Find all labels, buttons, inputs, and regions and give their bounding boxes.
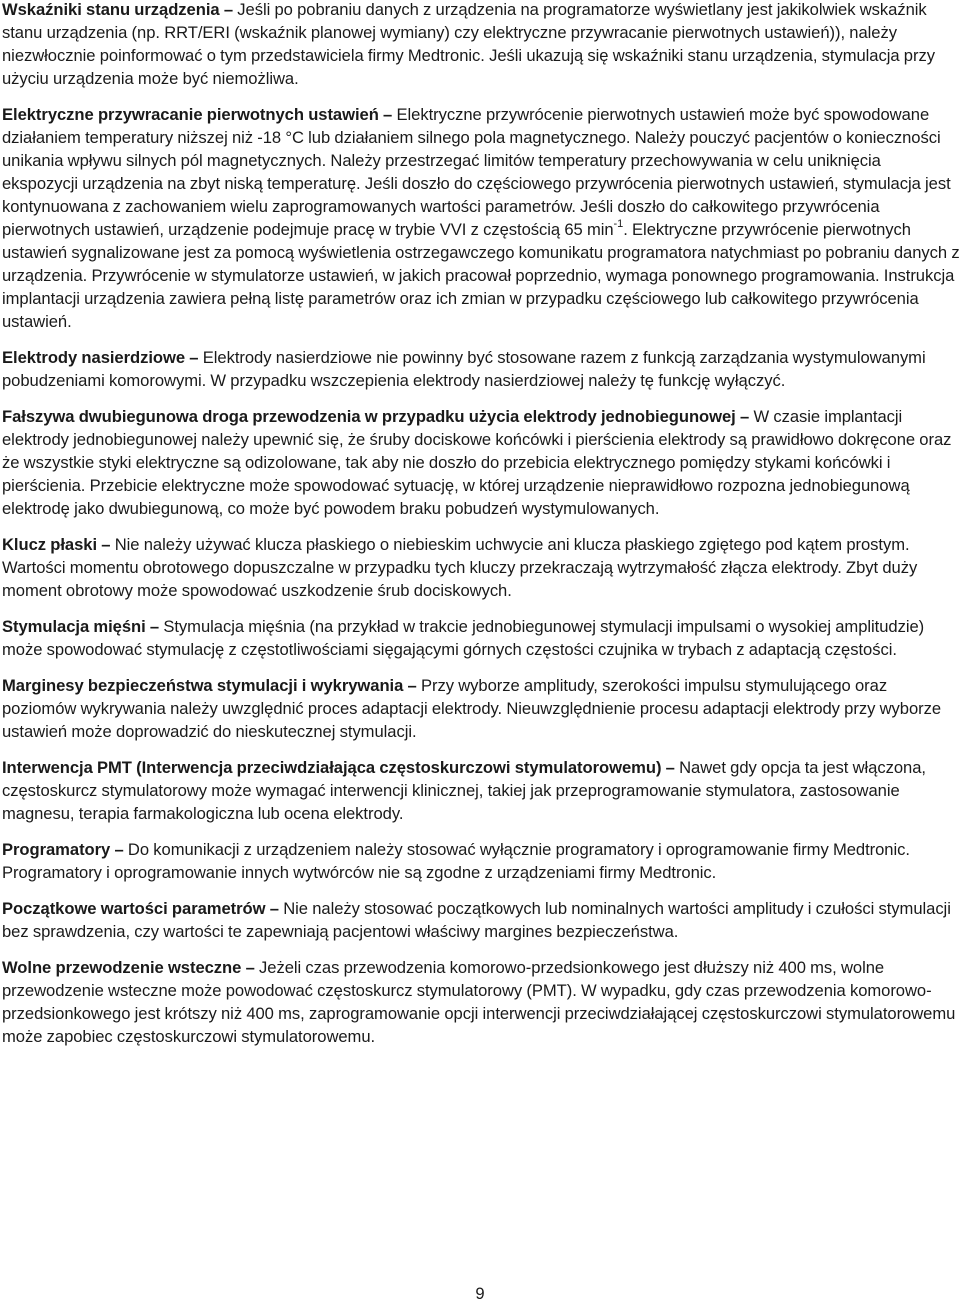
paragraph-term: Elektryczne przywracanie pierwotnych ustawień – [2, 105, 393, 124]
paragraph-term: Klucz płaski – [2, 535, 111, 554]
paragraph-body-continued: . Elektryczne przywrócenie pierwotnych ustawień sygnalizowane jest za pomocą wyświetlenia ostrzegawczego komunikatu programatora natychmiast po pobraniu danych z urządzenia. Przywrócenie w stymulatorze ustawień, w jakich pracował poprzednio, wymaga ponownego programowania. Instrukcja implantacji urządzenia zawiera pełną listę parametrów oraz ich zmian w przypadku częściowego lub całkowitego przywrócenia ustawień. [2, 220, 960, 331]
paragraph-false-bipolar-path [2, 405, 960, 520]
paragraph-term: Wskaźniki stanu urządzenia – [2, 0, 234, 19]
paragraph-body: Jeśli po pobraniu danych z urządzenia na programatorze wyświetlany jest jakikolwiek wskaźnik stanu urządzenia (np. RRT/ERI (wskaźnik planowej wymiany) czy elektryczne przywracanie pierwotnych ustawień)), należy niezwłocznie poinformować o tym przedstawiciela firmy Medtronic. Jeśli ukazują się wskaźniki stanu urządzenia, stymulacja przy użyciu urządzenia może być niemożliwa. [2, 0, 935, 88]
paragraph-programmers [2, 838, 960, 884]
paragraph-electrical-reset [2, 103, 960, 333]
paragraph-body: Nie należy stosować początkowych lub nominalnych wartości amplitudy i czułości stymulacji bez sprawdzenia, czy wartości te zapewniają pacjentowi właściwy margines bezpieczeństwa. [2, 899, 951, 941]
paragraph-term: Interwencja PMT (Interwencja przeciwdziałająca częstoskurczowi stymulatorowemu) – [2, 758, 675, 777]
paragraph-body: Jeżeli czas przewodzenia komorowo-przedsionkowego jest dłuższy niż 400 ms, wolne przewodzenie wsteczne może powodować częstoskurcz stymulatorowy (PMT). W wypadku, gdy czas przewodzenia komorowo-przedsionkowego jest krótszy niż 400 ms, zaprogramowanie opcji interwencji przeciwdziałającej częstoskurczowi stymulatorowemu może zapobiec częstoskurczowi stymulatorowemu. [2, 958, 956, 1046]
paragraph-term: Stymulacja mięśni – [2, 617, 160, 636]
paragraph-body: W czasie implantacji elektrody jednobiegunowej należy upewnić się, że śruby dociskowe końcówki i pierścienia elektrody są prawidłowo dokręcone oraz że wszystkie styki elektryczne są odizolowane, tak aby nie doszło do przebicia elektrycznego pomiędzy stykami końcówki i pierścienia. Przebicie elektryczne może spowodować sytuację, w której urządzenie nieprawidłowo rozpozna jednobiegunową elektrodę jako dwubiegunową, co może być powodem braku pobudzeń wystymulowanych. [2, 407, 952, 518]
paragraph-body: Elektrody nasierdziowe nie powinny być stosowane razem z funkcją zarządzania wystymulowanymi pobudzeniami komorowymi. W przypadku wszczepienia elektrody nasierdziowej należy tę funkcję wyłączyć. [2, 348, 926, 390]
page-number: 9 [475, 1284, 485, 1303]
paragraph-slow-retrograde-conduction [2, 956, 960, 1048]
paragraph-term: Marginesy bezpieczeństwa stymulacji i wykrywania – [2, 676, 417, 695]
paragraph-wrench [2, 533, 960, 602]
paragraph-initial-parameter-values [2, 897, 960, 943]
paragraph-device-status-indicators [2, 0, 960, 90]
paragraph-body: Nie należy używać klucza płaskiego o niebieskim uchwycie ani klucza płaskiego zgiętego pod kątem prostym. Wartości momentu obrotowego dopuszczalne w przypadku tych kluczy przekraczają wytrzymałość złącza elektrody. Zbyt duży moment obrotowy może spowodować uszkodzenie śrub dociskowych. [2, 535, 918, 600]
superscript-exponent: -1 [613, 218, 624, 231]
paragraph-term: Początkowe wartości parametrów – [2, 899, 279, 918]
paragraph-term: Programatory – [2, 840, 124, 859]
paragraph-safety-margins [2, 674, 960, 743]
paragraph-body: Przy wyborze amplitudy, szerokości impulsu stymulującego oraz poziomów wykrywania należy uwzględnić proces adaptacji elektrody. Nieuwzględnienie procesu adaptacji elektrody przy wyborze ustawień może doprowadzić do nieskutecznej stymulacji. [2, 676, 942, 741]
paragraph-body: Stymulacja mięśnia (na przykład w trakcie jednobiegunowej stymulacji impulsami o wysokiej amplitudzie) może spowodować stymulację z częstotliwościami sięgającymi górnych częstości czujnika w trybach z adaptacją częstości. [2, 617, 925, 659]
paragraph-term: Elektrody nasierdziowe – [2, 348, 199, 367]
paragraph-body: Do komunikacji z urządzeniem należy stosować wyłącznie programatory i oprogramowanie firmy Medtronic. Programatory i oprogramowanie innych wytwórców nie są zgodne z urządzeniami firmy Medtronic. [2, 840, 910, 882]
paragraph-term: Fałszywa dwubiegunowa droga przewodzenia w przypadku użycia elektrody jednobiegunowej – [2, 407, 750, 426]
paragraph-term: Wolne przewodzenie wsteczne – [2, 958, 255, 977]
paragraph-pmt-intervention [2, 756, 960, 825]
paragraph-body: Elektryczne przywrócenie pierwotnych ustawień może być spowodowane działaniem temperatury niższej niż -18 °C lub działaniem silnego pola magnetycznego. Należy pouczyć pacjentów o konieczności unikania wpływu silnych pól magnetycznych. Należy przestrzegać limitów temperatury przechowywania w celu uniknięcia ekspozycji urządzenia na zbyt niską temperaturę. Jeśli doszło do częściowego przywrócenia pierwotnych ustawień, stymulacja jest kontynuowana z zachowaniem wielu zaprogramowanych wartości parametrów. Jeśli doszło do całkowitego przywrócenia pierwotnych ustawień, urządzenie podejmuje pracę w trybie VVI z częstością 65 min [2, 105, 951, 239]
paragraph-muscle-stimulation [2, 615, 960, 661]
paragraph-body: Nawet gdy opcja ta jest włączona, częstoskurcz stymulatorowy może wymagać interwencji klinicznej, takiej jak przeprogramowanie stymulatora, zastosowanie magnesu, terapia farmakologiczna lub ocena elektrody. [2, 758, 926, 823]
paragraph-epicardial-leads [2, 346, 960, 392]
